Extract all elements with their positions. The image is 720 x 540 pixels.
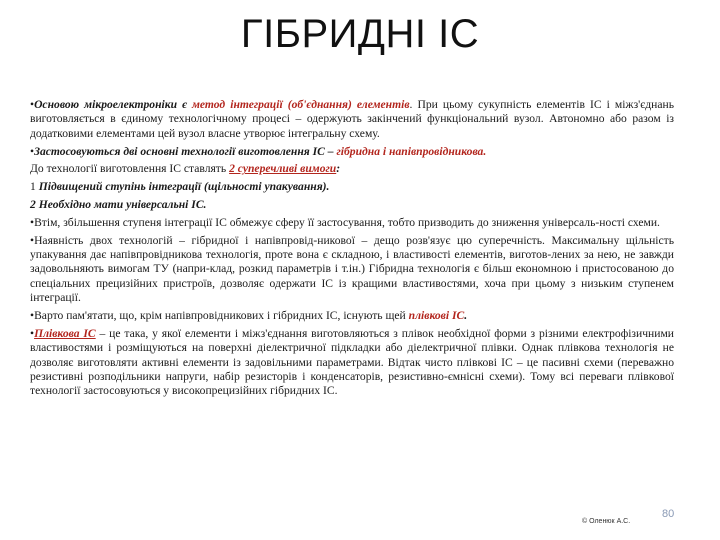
paragraph-film-ic-intro: [30, 309, 674, 323]
requirement-1: [30, 180, 674, 194]
p1-highlight: метод інтеграції (об'єднання) елементів: [191, 98, 410, 111]
page-number: 80: [662, 508, 675, 520]
p3-highlight: 2 суперечливі вимоги: [229, 162, 337, 176]
footer-author: © Оленюк А.С.: [582, 518, 631, 525]
req1-number: 1: [30, 180, 36, 194]
paragraph-method-integration: [30, 98, 674, 141]
bullet: •: [30, 233, 35, 247]
paragraph-film-ic-definition: [30, 327, 674, 399]
paragraph-two-tech-resolution: [30, 234, 674, 306]
p7-text: Наявність двох технологій – гібридної і напівпровід-никової – дещо розв'язує цю суперечність. Максимальну щільність упакування дає напівпровідникова технологія, проте вона є складною, і властивості елементів, виготов-лених за нею, не завжди задовольняють вимогам ТУ (напри-клад, розкид параметрів і т.ін.) Гібридна технологія є більш економною і пристосованою до спеціальних прецизійних пристроїв, дозволяє одержати ІС із кращими властивостями, хоча при цьому з низьким ступенем інтеграції.: [30, 233, 674, 305]
p3-lead: До технології виготовлення ІС ставлять: [30, 162, 227, 176]
p8-tail: .: [464, 309, 468, 323]
bullet: •: [30, 326, 35, 340]
p1-lead: Основою мікроелектроніки є: [34, 98, 187, 111]
slide-title: ГІБРИДНІ ІС: [240, 12, 480, 56]
slide-body: [30, 98, 674, 402]
bullet: •: [30, 215, 35, 229]
bullet: •: [30, 309, 35, 323]
p1-rest: . При цьому сукупність елементів ІС і міжз'єднань виготовляється в єдиному технологічному процесі – одержують закінчений функціональний вузол. Автономно або разом із додатковими елементами цей вузол власне утворює інтегральну схему.: [30, 98, 674, 140]
p8-highlight: плівкові ІС: [408, 309, 465, 323]
paragraph-requirements: [30, 162, 674, 176]
paragraph-two-technologies: [30, 145, 674, 159]
req2-text: Необхідно мати універсальні ІС.: [38, 198, 207, 211]
p2-lead: Застосовуються дві основні технології виготовлення ІС –: [34, 144, 334, 158]
paragraph-universality: [30, 216, 674, 230]
req1-text: Підвищений ступінь інтеграції (щільності упакування).: [38, 180, 330, 194]
requirement-2: [30, 198, 674, 212]
bullet: •: [30, 144, 35, 158]
p2-highlight: гібридна і напівпровідникова.: [336, 144, 487, 158]
bullet: •: [30, 98, 35, 111]
p9-highlight: Плівкова ІС: [34, 326, 96, 340]
req2-number: 2: [30, 198, 36, 211]
p6-text: Втім, збільшення ступеня інтеграції ІС обмежує сферу її застосування, тобто призводить до зниження універсаль-ності схеми.: [34, 215, 660, 229]
p3-tail: :: [336, 162, 341, 176]
p9-rest: – це така, у якої елементи і міжз'єднання виготовляються з плівок необхідної форми з різними електрофізичними властивостями і розміщуються на поверхні діелектричної підкладки або діелектричної плівки. Однак плівкова технологія не дозволяє виготовляти активні елементи із задовільними параметрами. Відтак чисто плівкові ІС – це пасивні схеми (переважно резистивні розподільники напруги, набір резисторів і конденсаторів, резистивно-ємнісні схеми). Тому всі переваги плівкової технології застосовуються у високопрецизійних гібридних ІС.: [30, 326, 675, 398]
p8-lead: Варто пам'ятати, що, крім напівпровідникових і гібридних ІС, існують щей: [34, 309, 406, 323]
